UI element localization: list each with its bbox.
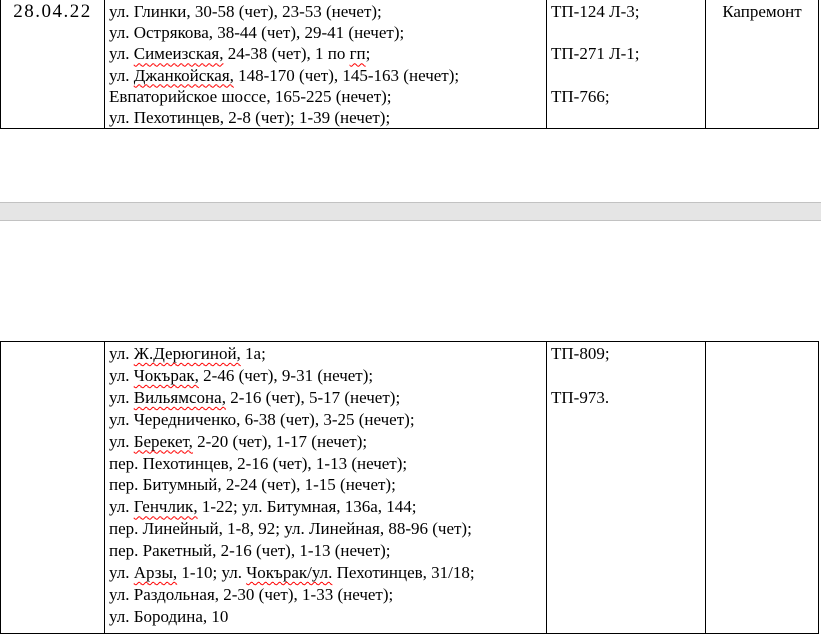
streets-list: ул. Ж.Дерюгиной, 1а; ул. Чокърак, 2-46 (чет), 9-31 (нечет); ул. Вильямсона, 2-16 (чет), 5-17 (нечет); ул. Чередниченко, 6-38 (чет), 3-25 (нечет); ул. Берекет, 2-20 (чет), 1-17 (нечет); пер. Пехотинцев, 2-16 (чет), 1-13 (нечет); пер. Битумный, 2-24 (чет), 1-15 (нечет); ул. Генчлик, 1-22; ул. Битумная, 136а, 144; пер. Линейный, 1-8, 92; ул. Линейная, 88-96 (чет); пер. Ракетный, 2-16 (чет), 1-13 (нечет); ул. Арзы, 1-10; ул. Чокърак/ул. Пехотинцев, 31/18; ул. Раздольная, 2-30 (чет), 1-33 (нечет); ул. Бородина, 10 xyxy=(109,344,475,626)
date-cell xyxy=(1,342,105,634)
tp-cell xyxy=(547,342,706,634)
note-cell xyxy=(706,342,819,634)
tp-list: ТП-124 Л-3; ТП-271 Л-1; ТП-766; xyxy=(551,2,640,106)
work-type-label: Капремонт xyxy=(722,2,802,21)
note-cell xyxy=(706,0,819,129)
outage-schedule-table-top xyxy=(0,0,819,129)
streets-cell xyxy=(105,342,547,634)
table-row xyxy=(1,342,819,634)
tp-cell xyxy=(547,0,706,129)
page-break-separator xyxy=(0,202,821,221)
tp-list: ТП-809; ТП-973. xyxy=(551,344,610,407)
table-row xyxy=(1,0,819,129)
streets-cell xyxy=(105,0,547,129)
outage-date: 28.04.22 xyxy=(13,1,92,22)
streets-list: ул. Глинки, 30-58 (чет), 23-53 (нечет); ул. Острякова, 38-44 (чет), 29-41 (нечет); ул. Симеизская, 24-38 (чет), 1 по гп; ул. Джанкойская, 148-170 (чет), 145-163 (нечет); Евпаторийское шоссе, 165-225 (нечет); ул. Пехотинцев, 2-8 (чет); 1-39 (нечет); xyxy=(109,2,460,128)
outage-schedule-table-bottom xyxy=(0,341,819,634)
date-cell xyxy=(1,0,105,129)
